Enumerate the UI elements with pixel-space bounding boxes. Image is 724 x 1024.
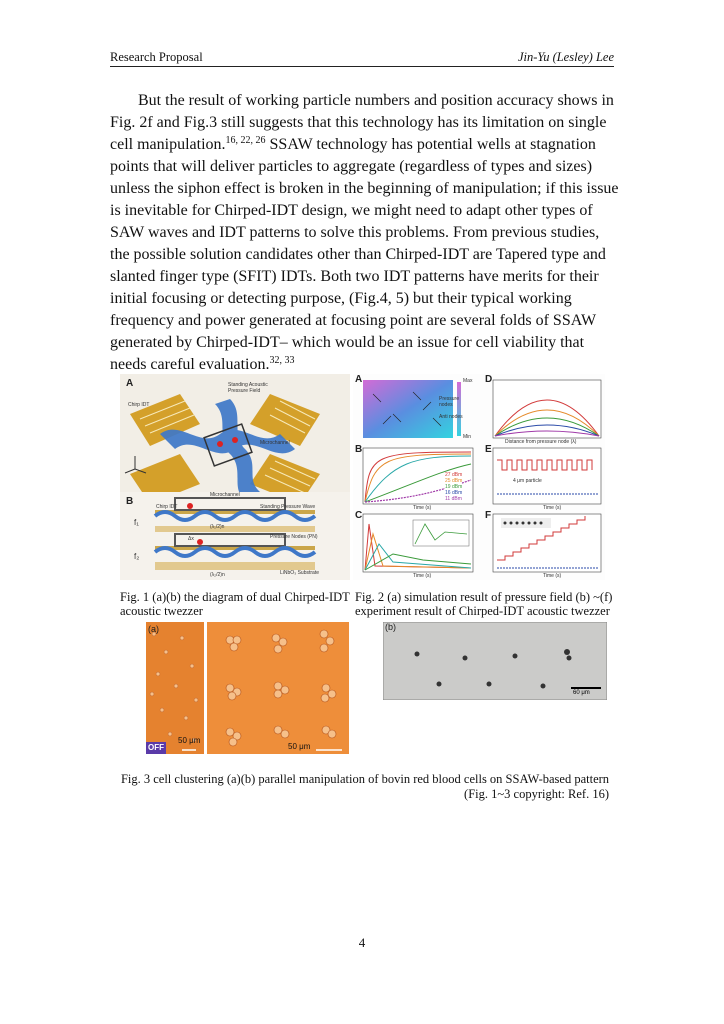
legend-item: 16 dBm xyxy=(445,490,463,496)
citation-2: 32, 33 xyxy=(269,355,295,366)
body-paragraph xyxy=(110,90,620,376)
fig1-label-standing-wave: Standing Pressure Wave xyxy=(260,504,316,510)
fig2-label-distance: Distance from pressure node (λ) xyxy=(505,439,577,445)
fig1-panel-a: A xyxy=(126,378,134,389)
fig1-panel-b: B xyxy=(126,496,134,507)
figure-2 xyxy=(353,374,605,580)
fig2-panel-c: C xyxy=(355,510,363,521)
fig3-panel-a: (a) xyxy=(148,624,159,634)
fig2-label-pressure-nodes: Pressure nodes xyxy=(439,396,460,408)
fig2-label-max: Max xyxy=(463,378,473,384)
page-number: 4 xyxy=(358,935,366,950)
figure-2-plots xyxy=(353,374,605,580)
figure-1-diagram xyxy=(120,374,350,580)
figure-2-caption: Fig. 2 (a) simulation result of pressure field (b) ~(f) experiment result of Chirped-IDT acoustic twezzer xyxy=(355,590,613,618)
fig1-label-lambda2: (λ₂/2)n xyxy=(210,572,225,578)
paragraph-text-2: SSAW technology has potential wells at stagnation points that will deliver particles to aggregate (regardless of types and sizes) unless the siphon effect is broken in the beginning of manipulation; if this issue is inevitable for Chirped-IDT design, we might need to adapt other types of SAW waves and IDT patterns to solve this problems. From previous studies, the possible solution candidates other than Chirped-IDT are Tapered type and slanted finger type (SFIT) IDTs. Both two IDT patterns have merits for their initial focusing or detecting purpose, (Fig.4, 5) but their typical working frequency and power generated at focusing point are several folds of SSAW generated by Chirped-IDT– which would be an issue for cell viability that needs careful evaluation. xyxy=(110,136,619,373)
fig2-label-particle: 4 μm particle xyxy=(513,478,542,484)
figure-3-caption-line1: Fig. 3 cell clustering (a)(b) parallel manipulation of bovin red blood cells on SSAW-based pattern xyxy=(120,772,610,786)
fig1-label-lambda1: (λ₁/2)n xyxy=(210,524,225,530)
figure-3a xyxy=(146,622,349,754)
header-right: Jin-Yu (Lesley) Lee xyxy=(517,50,614,64)
fig2-panel-f: F xyxy=(485,510,492,521)
paragraph-text-1: But the result of working particle numbers and position accuracy shows in Fig. 2f and Fig.3 still suggests that this technology has its limitation on single cell manipulation. xyxy=(110,92,614,153)
fig1-label-standing-field: Standing Acoustic Pressure Field xyxy=(228,382,268,394)
fig2-panel-b: B xyxy=(355,444,363,455)
fig1-label-substrate: LiNbO₃ Substrate xyxy=(280,570,319,576)
figure-3b-micrograph xyxy=(383,622,607,700)
legend-item: 11 dBm xyxy=(445,496,462,502)
fig2-panel-e: E xyxy=(485,444,492,455)
fig3-scale-a1: 50 μm xyxy=(178,736,201,745)
legend-item: 25 dBm xyxy=(445,478,463,484)
fig2-label-time-c: Time (s) xyxy=(413,573,432,579)
fig3-off-label: OFF xyxy=(148,743,164,752)
fig2-label-time-b: Time (s) xyxy=(413,505,432,511)
fig1-label-f2: f₂ xyxy=(134,552,140,561)
fig1-label-microchannel: Microchannel xyxy=(260,440,290,446)
fig2-label-time-e: Time (s) xyxy=(543,505,562,511)
fig3-panel-b: (b) xyxy=(385,622,396,632)
fig2-legend xyxy=(445,472,462,502)
fig3-scale-b: 60 μm xyxy=(573,690,590,696)
citation-1: 16, 22, 26 xyxy=(225,135,266,146)
figure-1 xyxy=(120,374,350,580)
fig1-label-microchannel-b: Microchannel xyxy=(210,492,240,498)
fig1-label-f1: f₁ xyxy=(134,518,139,527)
fig1-label-pressure-nodes: Pressure Nodes (PN) xyxy=(270,534,318,540)
figure-3a-micrograph xyxy=(146,622,349,754)
figure-1-caption: Fig. 1 (a)(b) the diagram of dual Chirped-IDT acoustic twezzer xyxy=(120,590,350,618)
figure-3-caption-line2: (Fig. 1~3 copyright: Ref. 16) xyxy=(464,787,609,801)
fig1-label-chirp-idt-b: Chirp IDT xyxy=(156,504,178,510)
legend-item: 27 dBm xyxy=(445,472,463,478)
legend-item: 19 dBm xyxy=(445,484,463,490)
fig1-label-chirp-idt: Chirp IDT xyxy=(128,402,150,408)
fig2-panel-a: A xyxy=(355,374,363,385)
fig2-label-anti-nodes: Anti nodes xyxy=(439,414,463,420)
fig3-scale-a2: 50 μm xyxy=(288,742,311,751)
header-left: Research Proposal xyxy=(110,50,203,64)
fig1-label-delta: Δx xyxy=(188,536,194,542)
fig2-label-time-f: Time (s) xyxy=(543,573,562,579)
fig2-label-min: Min xyxy=(463,434,472,440)
figure-3b xyxy=(383,622,607,700)
page-header xyxy=(110,50,614,67)
fig2-panel-d: D xyxy=(485,374,493,385)
